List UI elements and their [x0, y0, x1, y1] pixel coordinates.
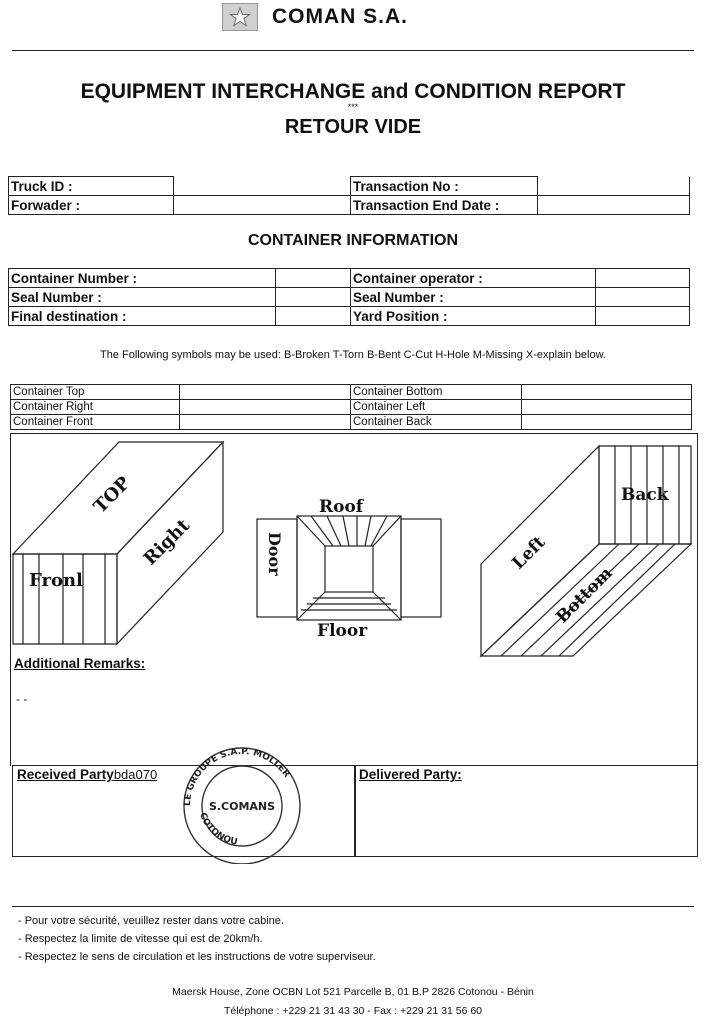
header-divider: [12, 50, 694, 51]
diagram-label-left: Left: [508, 532, 550, 574]
diagram-label-bottom: Bottom: [552, 563, 617, 628]
container-top-label: Container Top: [11, 385, 180, 400]
svg-text:LE GROUPE S.A.P. MOLLER: [183, 747, 292, 806]
safety-note: - Respectez le sens de circulation et les instructions de votre superviseur.: [18, 951, 376, 963]
company-stamp: [172, 744, 312, 864]
stamp-inner-text: S.COMANS: [208, 800, 276, 813]
stamp-ring-bottom-text: COTONOU: [197, 811, 239, 848]
container-diagram: [11, 434, 697, 766]
footer-address: Maersk House, Zone OCBN Lot 521 Parcelle B, 01 B.P 2826 Cotonou - Bénin: [172, 986, 534, 998]
container-front-value[interactable]: [180, 415, 351, 430]
company-logo: [222, 2, 482, 32]
truck-id-value[interactable]: [174, 177, 351, 196]
container-info-heading: CONTAINER INFORMATION: [247, 232, 459, 249]
container-top-value[interactable]: [180, 385, 351, 400]
star-logo-icon: [222, 3, 258, 31]
diagram-label-right: Right: [139, 515, 194, 570]
additional-remarks-label: Additional Remarks:: [14, 656, 146, 671]
stamp-ring-top-text: LE GROUPE S.A.P. MOLLER: [182, 746, 292, 807]
final-destination-value[interactable]: [276, 307, 351, 326]
safety-note: - Respectez la limite de vitesse qui est de 20km/h.: [18, 933, 263, 945]
diagram-label-floor: Floor: [317, 621, 368, 641]
symbols-legend: The Following symbols may be used: B-Broken T-Torn B-Bent C-Cut H-Hole M-Missing X-explain below.: [100, 349, 606, 361]
title-stars: ***: [347, 102, 359, 112]
safety-notes: [18, 912, 376, 966]
yard-position-value[interactable]: [596, 307, 690, 326]
diagram-label-front: Fronl: [29, 570, 83, 591]
transaction-end-date-label: Transaction End Date :: [351, 196, 538, 215]
svg-text:COTONOU: [197, 811, 238, 847]
company-name: COMAN S.A.: [272, 5, 408, 28]
container-bottom-label: Container Bottom: [351, 385, 522, 400]
container-info-table: [8, 268, 690, 326]
diagram-label-roof: Roof: [319, 497, 364, 517]
truck-id-label: Truck ID :: [9, 177, 174, 196]
forwarder-value[interactable]: [174, 196, 351, 215]
seal-number-left-label: Seal Number :: [9, 288, 276, 307]
safety-note: - Pour votre sécurité, veuillez rester dans votre cabine.: [18, 915, 284, 927]
diagram-label-door: Door: [265, 532, 284, 576]
forwarder-label: Forwader :: [9, 196, 174, 215]
container-number-value[interactable]: [276, 269, 351, 288]
condition-table: [10, 384, 692, 430]
diagram-label-back: Back: [621, 485, 669, 505]
container-diagram-area: [10, 433, 698, 766]
container-back-label: Container Back: [351, 415, 522, 430]
container-operator-value[interactable]: [596, 269, 690, 288]
transaction-table: [8, 176, 690, 215]
report-subtitle: RETOUR VIDE: [284, 116, 422, 138]
container-right-value[interactable]: [180, 400, 351, 415]
seal-number-left-value[interactable]: [276, 288, 351, 307]
received-party-value: bda070: [113, 767, 158, 782]
container-left-value[interactable]: [522, 400, 692, 415]
container-number-label: Container Number :: [9, 269, 276, 288]
seal-number-right-label: Seal Number :: [351, 288, 596, 307]
received-party-label: Received Partybda070: [17, 767, 158, 782]
container-bottom-value[interactable]: [522, 385, 692, 400]
stamp-seal-icon: [172, 744, 312, 864]
seal-number-right-value[interactable]: [596, 288, 690, 307]
transaction-no-label: Transaction No :: [351, 177, 538, 196]
additional-remarks-value[interactable]: - -: [16, 692, 28, 706]
container-operator-label: Container operator :: [351, 269, 596, 288]
delivered-party-box[interactable]: [354, 765, 698, 857]
delivered-party-label: Delivered Party:: [359, 767, 462, 782]
notes-divider: [12, 906, 694, 907]
report-title: EQUIPMENT INTERCHANGE and CONDITION REPORT: [80, 80, 626, 103]
footer-phone: Téléphone : +229 21 31 43 30 - Fax : +229 21 31 56 60: [223, 1005, 483, 1017]
container-back-value[interactable]: [522, 415, 692, 430]
container-left-label: Container Left: [351, 400, 522, 415]
container-right-label: Container Right: [11, 400, 180, 415]
yard-position-label: Yard Position :: [351, 307, 596, 326]
diagram-label-top: TOP: [89, 472, 135, 518]
container-front-label: Container Front: [11, 415, 180, 430]
transaction-no-value[interactable]: [538, 177, 690, 196]
final-destination-label: Final destination :: [9, 307, 276, 326]
transaction-end-date-value[interactable]: [538, 196, 690, 215]
